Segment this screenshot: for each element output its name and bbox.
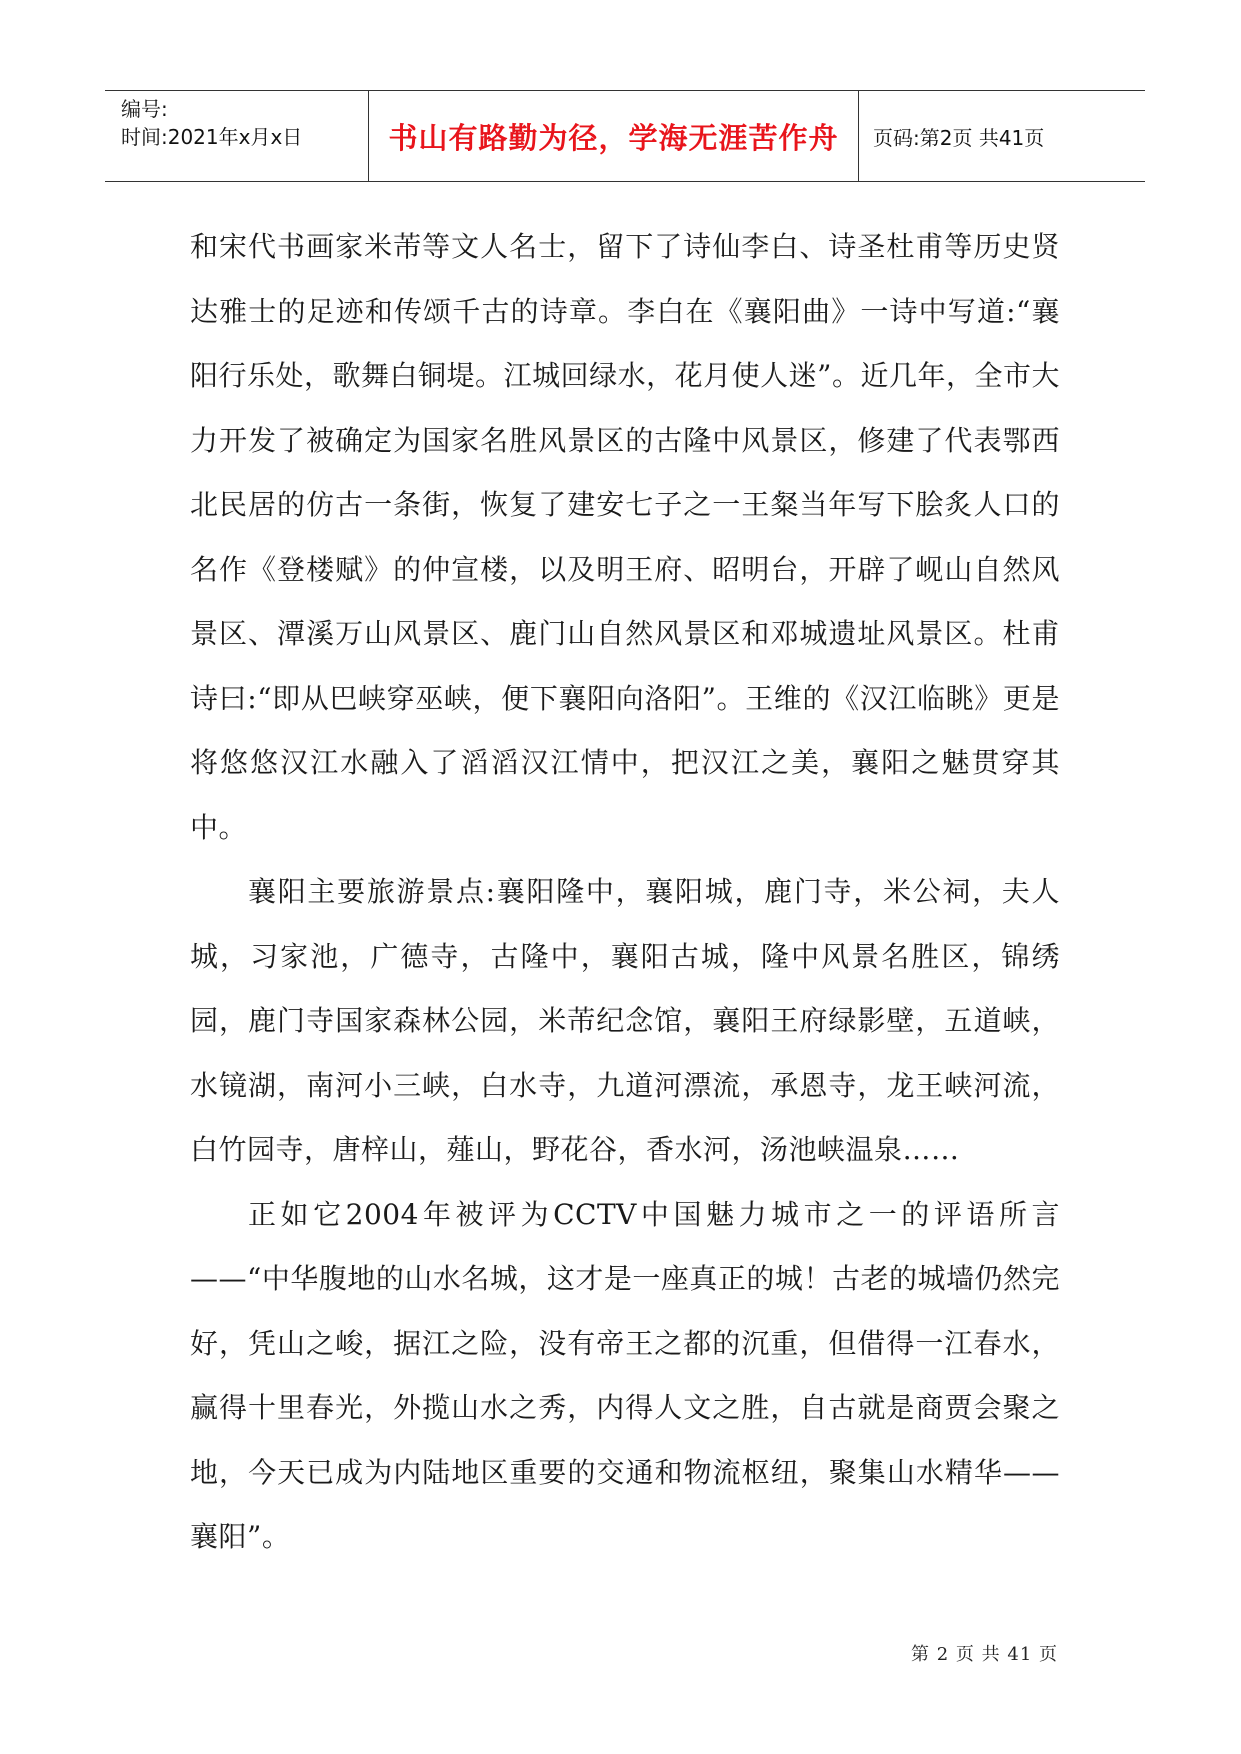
document-body: [190, 215, 1060, 1570]
header-meta: [105, 91, 369, 181]
header-page-info: 页码:第2页 共41页: [873, 125, 1045, 150]
paragraph-1: 和宋代书画家米芾等文人名士，留下了诗仙李白、诗圣杜甫等历史贤达雅士的足迹和传颂千古的诗章。李白在《襄阳曲》一诗中写道:“襄阳行乐处，歌舞白铜堤。江城回绿水，花月使人迷”。近几年，全市大力开发了被确定为国家名胜风景区的古隆中风景区，修建了代表鄂西北民居的仿古一条街，恢复了建安七子之一王粲当年写下脍炙人口的名作《登楼赋》的仲宣楼，以及明王府、昭明台，开辟了岘山自然风景区、潭溪万山风景区、鹿门山自然风景区和邓城遗址风景区。杜甫诗曰:“即从巴峡穿巫峡，便下襄阳向洛阳”。王维的《汉江临眺》更是将悠悠汉江水融入了滔滔汉江情中，把汉江之美，襄阳之魅贯穿其中。: [190, 230, 1060, 844]
serial-number-label: 编号:: [121, 97, 168, 121]
page-header: [105, 90, 1145, 182]
date-label: 时间:2021年x月x日: [121, 125, 303, 149]
header-motto: 书山有路勤为径，学海无涯苦作舟: [369, 91, 859, 181]
page-footer: 第 2 页 共 41 页: [911, 1644, 1058, 1665]
paragraph-3: 正如它2004年被评为CCTV中国魅力城市之一的评语所言——“中华腹地的山水名城，这才是一座真正的城！古老的城墙仍然完好，凭山之峻，据江之险，没有帝王之都的沉重，但借得一江春水，赢得十里春光，外揽山水之秀，内得人文之胜，自古就是商贾会聚之地，今天已成为内陆地区重要的交通和物流枢纽，聚集山水精华——襄阳”。: [190, 1197, 1060, 1553]
paragraph-2: 襄阳主要旅游景点:襄阳隆中，襄阳城，鹿门寺，米公祠，夫人城，习家池，广德寺，古隆中，襄阳古城，隆中风景名胜区，锦绣园，鹿门寺国家森林公园，米芾纪念馆，襄阳王府绿影壁，五道峡，水镜湖，南河小三峡，白水寺，九道河漂流，承恩寺，龙王峡河流，白竹园寺，唐梓山，薤山，野花谷，香水河，汤池峡温泉……: [190, 875, 1060, 1166]
